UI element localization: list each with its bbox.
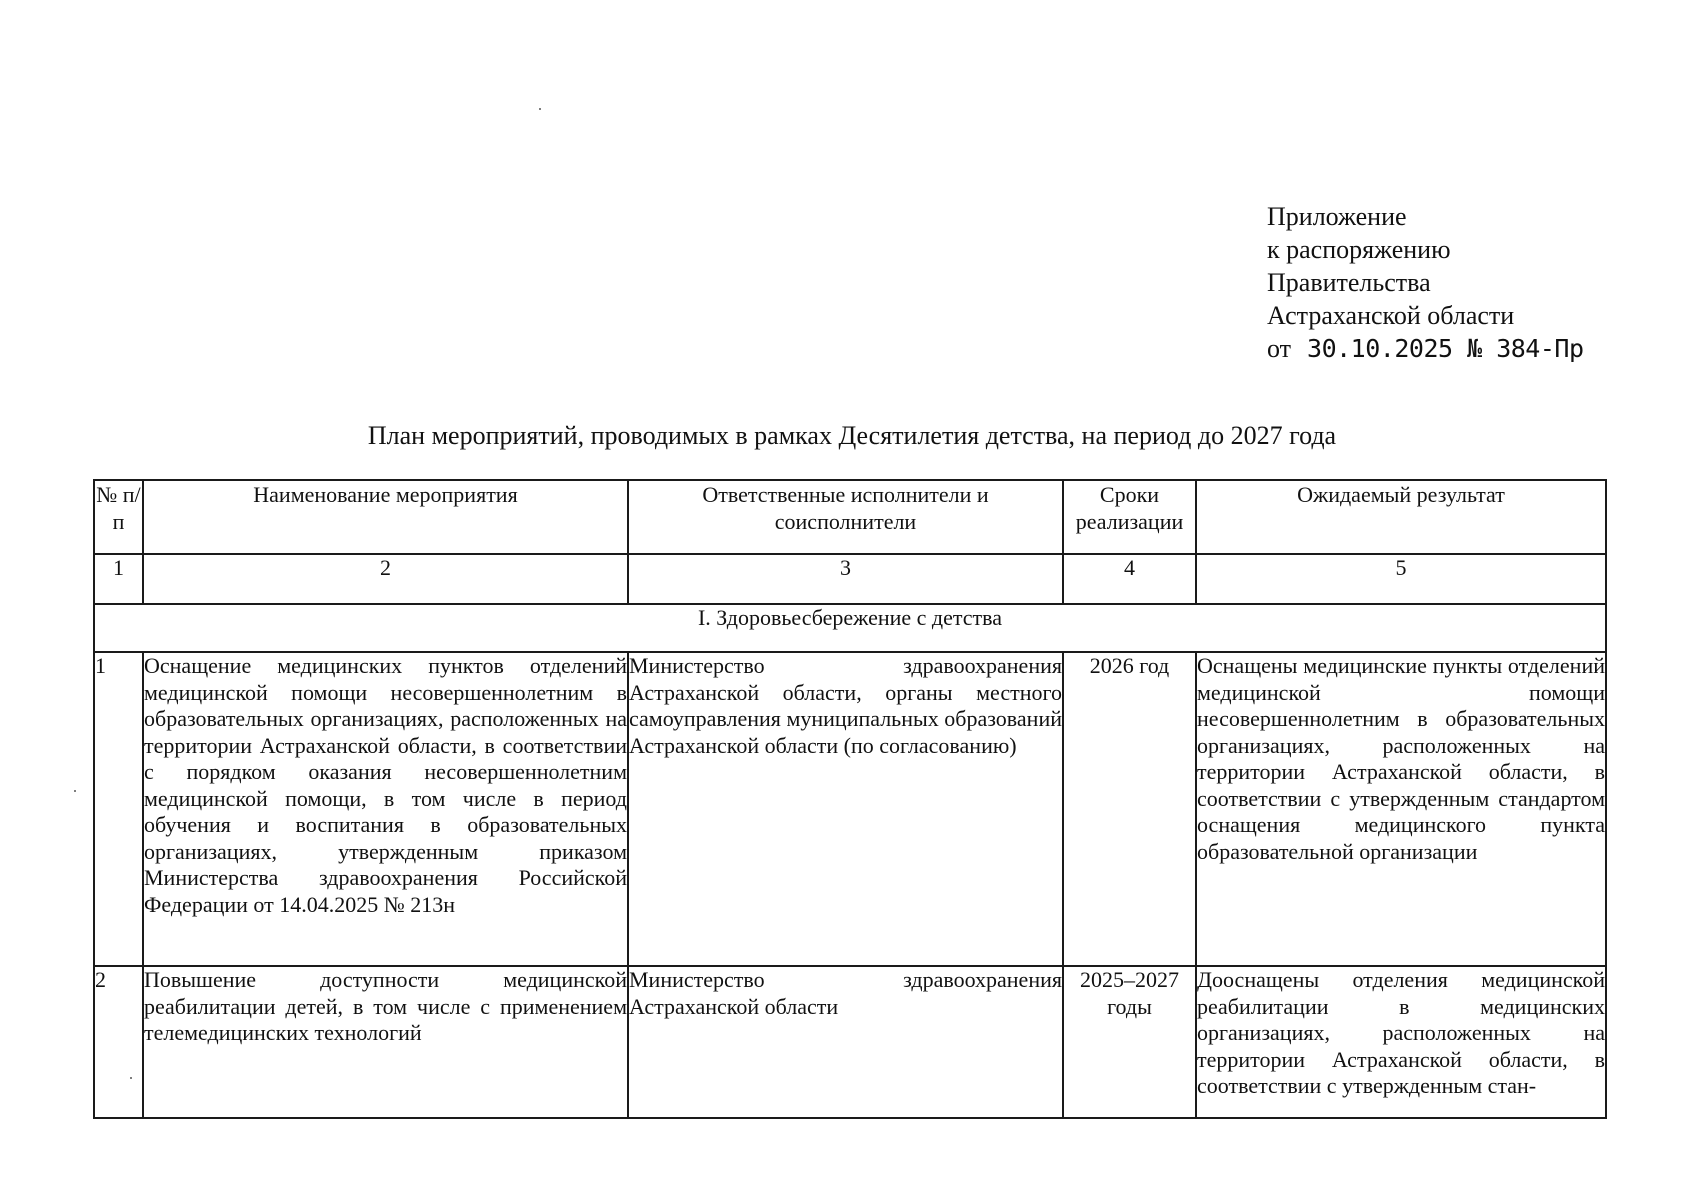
row-result: Оснащены медицинские пункты отделений медицинской помощи несовершеннолетним в образовательных организациях, расположенных на территории Астраханской области, в соответствии с утвержденным стандартом оснащения медицинского пункта образовательной организации: [1196, 652, 1606, 966]
row-executors: Министерство здравоохранения Астраханской области, органы местного самоуправления муниципальных образований Астраханской области (по согласованию): [628, 652, 1063, 966]
row-result: Дооснащены отделения медицинской реабилитации в медицинских организациях, расположенных на территории Астраханской области, в соответствии с утвержденным стан-: [1196, 966, 1606, 1118]
row-executors: Министерство здравоохранения Астраханской области: [628, 966, 1063, 1118]
appendix-line: Правительства: [1267, 268, 1431, 297]
row-terms: 2025–2027 годы: [1063, 966, 1196, 1118]
column-number-row: [94, 554, 1606, 604]
section-title: I. Здоровьесбережение с детства: [94, 604, 1606, 652]
appendix-line: Приложение: [1267, 202, 1407, 231]
table-header-row: [94, 480, 1606, 554]
row-name: Оснащение медицинских пунктов отделений медицинской помощи несовершеннолетним в образовательных организациях, расположенных на территории Астраханской области, в соответствии с порядком оказания несовершеннолетним медицинской помощи, в том числе в период обучения и воспитания в образовательных организациях, утвержденным приказом Министерства здравоохранения Российской Федерации от 14.04.2025 № 213н: [143, 652, 628, 966]
document-title: План мероприятий, проводимых в рамках Десятилетия детства, на период до 2027 года: [367, 421, 1337, 450]
header-executors: Ответственные исполнители и соисполнители: [628, 480, 1063, 554]
appendix-line: Астраханской области: [1267, 301, 1515, 330]
appendix-block: [1267, 200, 1584, 365]
column-number: 3: [628, 554, 1063, 604]
row-terms: 2026 год: [1063, 652, 1196, 966]
appendix-line: к распоряжению: [1267, 235, 1451, 264]
appendix-ref-number: 30.10.2025 № 384-Пр: [1307, 334, 1584, 363]
header-result: Ожидаемый результат: [1196, 480, 1606, 554]
column-number: 4: [1063, 554, 1196, 604]
scan-speck: [539, 108, 541, 110]
header-name: Наименование мероприятия: [143, 480, 628, 554]
scan-speck: [74, 790, 76, 792]
appendix-ref-prefix: от: [1267, 334, 1292, 363]
table-row: [94, 652, 1606, 966]
column-number: 5: [1196, 554, 1606, 604]
header-terms: Сроки реализации: [1063, 480, 1196, 554]
column-number: 2: [143, 554, 628, 604]
row-num: 2: [94, 966, 143, 1118]
header-num: № п/п: [94, 480, 143, 554]
row-name: Повышение доступности медицинской реабилитации детей, в том числе с применением телемедицинских технологий: [143, 966, 628, 1118]
column-number: 1: [94, 554, 143, 604]
appendix-reference: [1267, 332, 1584, 365]
table-row: [94, 966, 1606, 1118]
section-row: [94, 604, 1606, 652]
plan-table: [93, 479, 1607, 1119]
row-num: 1: [94, 652, 143, 966]
